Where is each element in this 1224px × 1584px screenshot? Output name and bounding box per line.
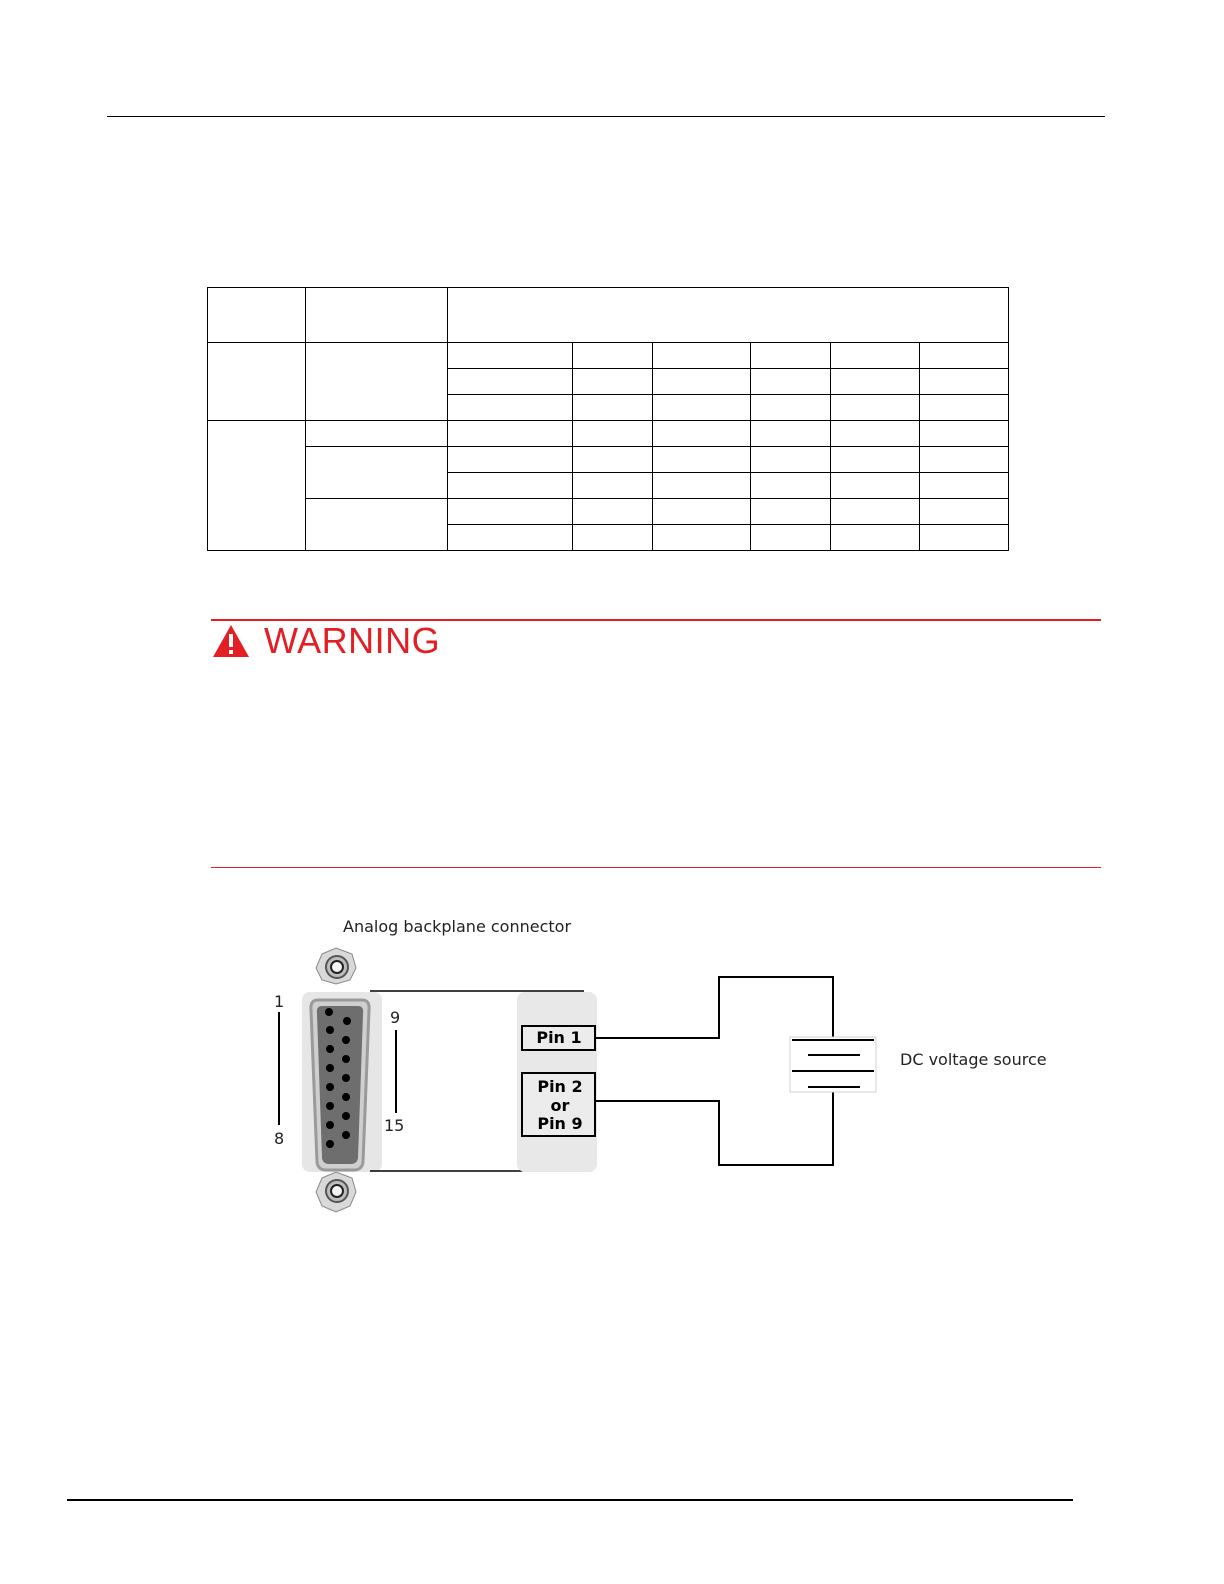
db15-connector-icon xyxy=(302,992,382,1172)
screw-top-icon xyxy=(316,948,356,984)
table-row xyxy=(208,343,1009,369)
table-header-row xyxy=(208,288,1009,343)
pin1-label: Pin 1 xyxy=(536,1028,582,1047)
specification-table xyxy=(207,287,1009,551)
table-cell xyxy=(306,499,448,551)
table-cell xyxy=(306,288,448,343)
pin-number-8: 8 xyxy=(274,1129,285,1148)
wire-positive xyxy=(595,977,833,1040)
pin2-label-line1: Pin 2 xyxy=(537,1077,583,1096)
dc-source-battery-icon xyxy=(790,1037,876,1092)
pin-number-15: 15 xyxy=(384,1116,405,1135)
header-rule xyxy=(107,116,1105,117)
table-cell xyxy=(306,421,448,447)
pin2-label-line3: Pin 9 xyxy=(537,1114,583,1133)
pin2-label-line2: or xyxy=(550,1096,570,1115)
connector-wiring-diagram xyxy=(0,900,1224,1230)
pin-number-9: 9 xyxy=(390,1008,401,1027)
table-cell xyxy=(208,288,306,343)
connector-label: Analog backplane connector xyxy=(343,917,572,936)
table-row xyxy=(208,499,1009,525)
table-cell xyxy=(208,421,306,551)
screw-bottom-icon xyxy=(316,1172,356,1212)
warning-title: WARNING xyxy=(264,620,441,661)
table-cell xyxy=(306,343,448,421)
wire-negative xyxy=(595,1090,833,1165)
footer-rule xyxy=(67,1499,1073,1501)
table-cell xyxy=(208,343,306,421)
pin-number-1: 1 xyxy=(274,992,285,1011)
table-row xyxy=(208,447,1009,473)
table-cell xyxy=(306,447,448,499)
warning-bottom-rule xyxy=(211,867,1101,868)
table-row xyxy=(208,421,1009,447)
warning-triangle-icon xyxy=(212,624,250,658)
table-cell xyxy=(448,288,1009,343)
dc-source-label: DC voltage source xyxy=(900,1050,1047,1069)
